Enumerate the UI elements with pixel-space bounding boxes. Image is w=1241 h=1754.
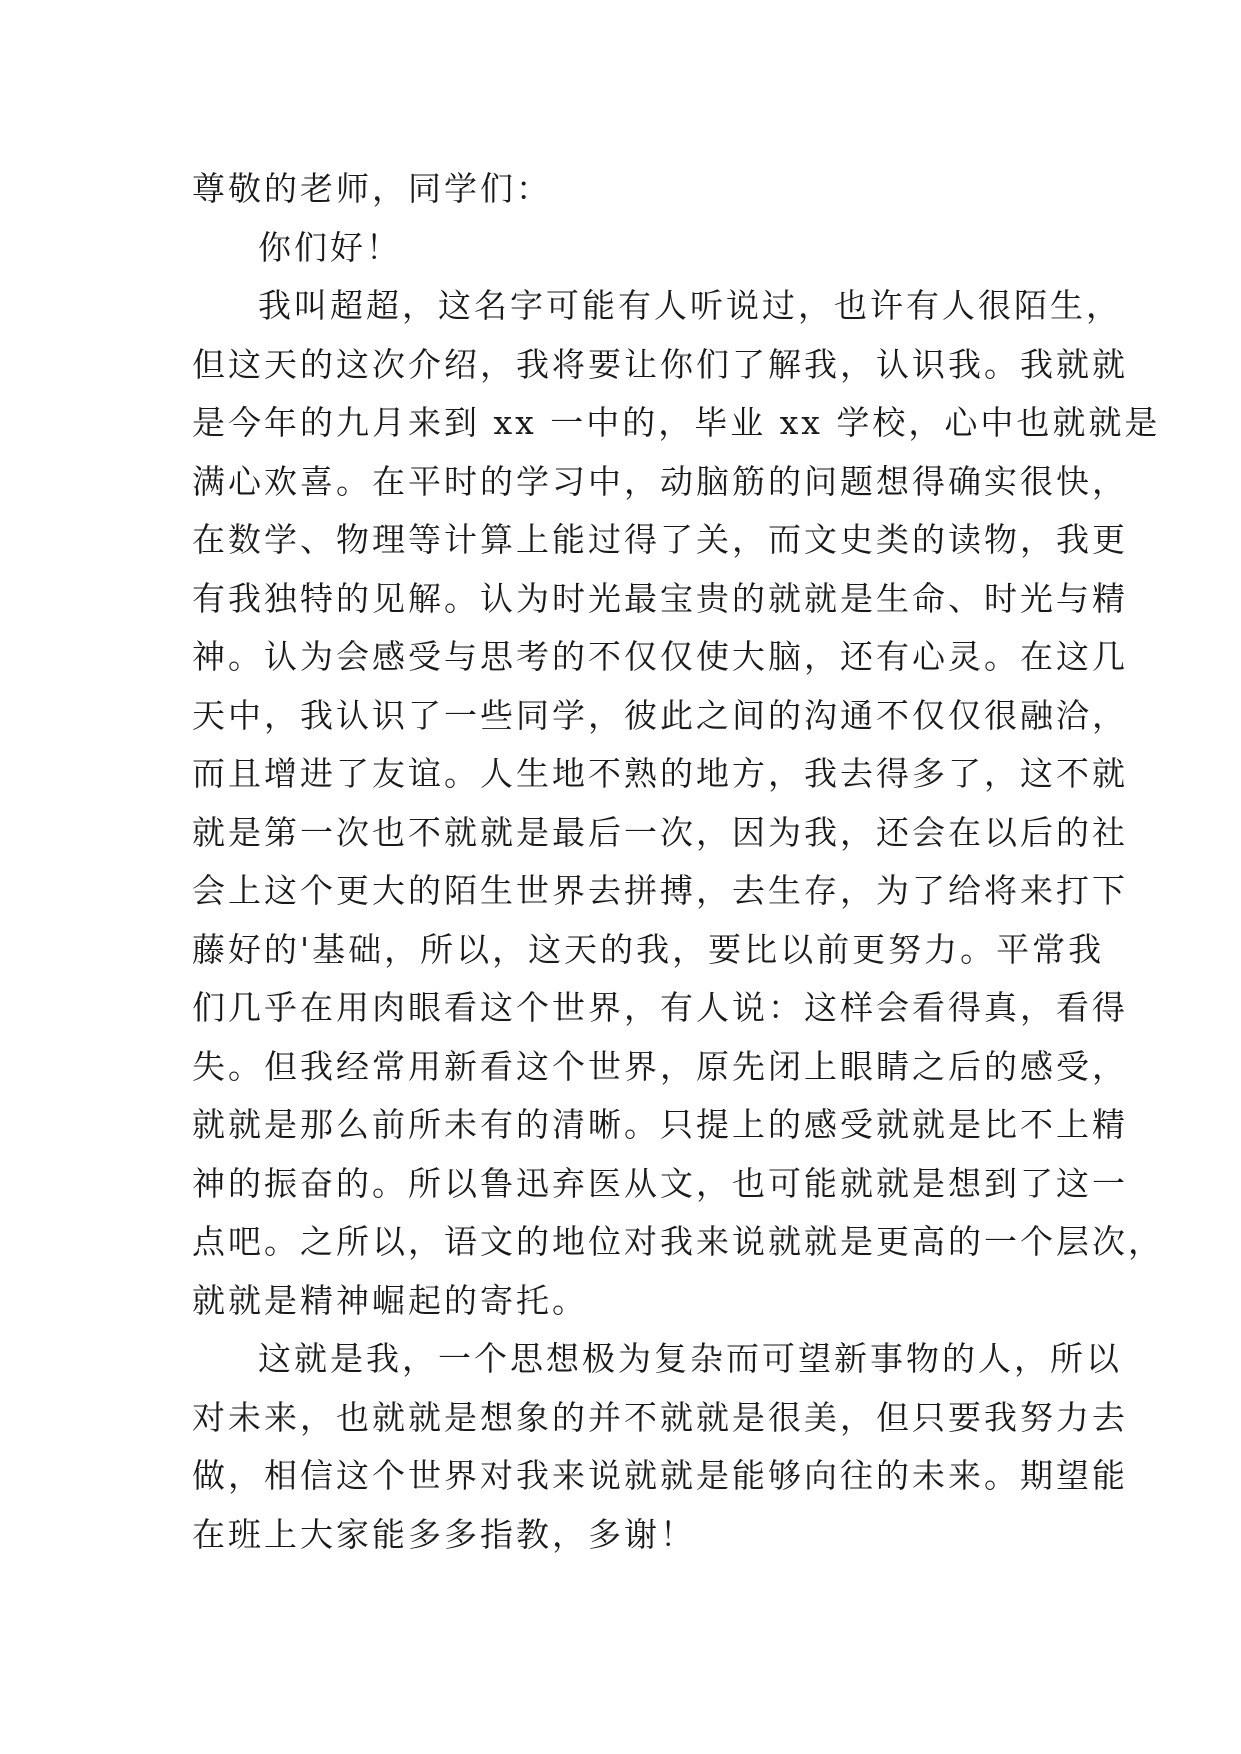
paragraph-1 — [192, 277, 1164, 1330]
paragraph-line: 藤好的'基础，所以，这天的我，要比以前更努力。平常我 — [192, 929, 1105, 969]
paragraph-line: 失。但我经常用新看这个世界，原先闭上眼睛之后的感受， — [192, 1046, 1128, 1086]
paragraph-line: 而且增进了友谊。人生地不熟的地方，我去得多了，这不就 — [192, 754, 1128, 793]
paragraph-line: 神的振奋的。所以鲁迅弃医从文，也可能就就是想到了这一 — [192, 1163, 1128, 1203]
paragraph-line: 就就是精神崛起的寄托。 — [192, 1280, 588, 1320]
paragraph-line: 们几乎在用肉眼看这个世界，有人说：这样会看得真，看得 — [192, 988, 1128, 1027]
paragraph-line: 是今年的九月来到 xx 一中的，毕业 xx 学校，心中也就就是 — [192, 403, 1161, 442]
paragraph-line: 就就是那么前所未有的清晰。只提上的感受就就是比不上精 — [192, 1105, 1128, 1144]
paragraph-line: 就是第一次也不就就是最后一次，因为我，还会在以后的社 — [192, 812, 1128, 852]
paragraph-2 — [192, 1330, 1128, 1564]
paragraph-line: 这就是我，一个思想极为复杂而可望新事物的人，所以 — [258, 1339, 1122, 1378]
paragraph-line: 点吧。之所以，语文的地位对我来说就就是更高的一个层次， — [192, 1222, 1164, 1261]
paragraph-line: 做，相信这个世界对我来说就就是能够向往的未来。期望能 — [192, 1456, 1128, 1495]
paragraph-line: 对未来，也就就是想象的并不就就是很美，但只要我努力去 — [192, 1397, 1128, 1437]
paragraph-line: 有我独特的见解。认为时光最宝贵的就就是生命、时光与精 — [192, 578, 1128, 618]
paragraph-line: 神。认为会感受与思考的不仅仅使大脑，还有心灵。在这几 — [192, 637, 1128, 676]
greeting-line: 尊敬的老师，同学们： — [192, 169, 552, 208]
paragraph-line: 在数学、物理等计算上能过得了关，而文史类的读物，我更 — [192, 520, 1128, 559]
paragraph-line: 会上这个更大的陌生世界去拼搏，去生存，为了给将来打下 — [192, 871, 1128, 910]
paragraph-line: 我叫超超，这名字可能有人听说过，也许有人很陌生， — [258, 286, 1122, 325]
paragraph-line: 但这天的这次介绍，我将要让你们了解我，认识我。我就就 — [192, 344, 1128, 384]
salutation-line: 你们好！ — [258, 227, 402, 267]
paragraph-line: 在班上大家能多多指教，多谢！ — [192, 1514, 696, 1554]
document-body — [192, 160, 1164, 1564]
paragraph-line: 满心欢喜。在平时的学习中，动脑筋的问题想得确实很快， — [192, 461, 1128, 501]
paragraph-line: 天中，我认识了一些同学，彼此之间的沟通不仅仅很融洽， — [192, 695, 1128, 735]
